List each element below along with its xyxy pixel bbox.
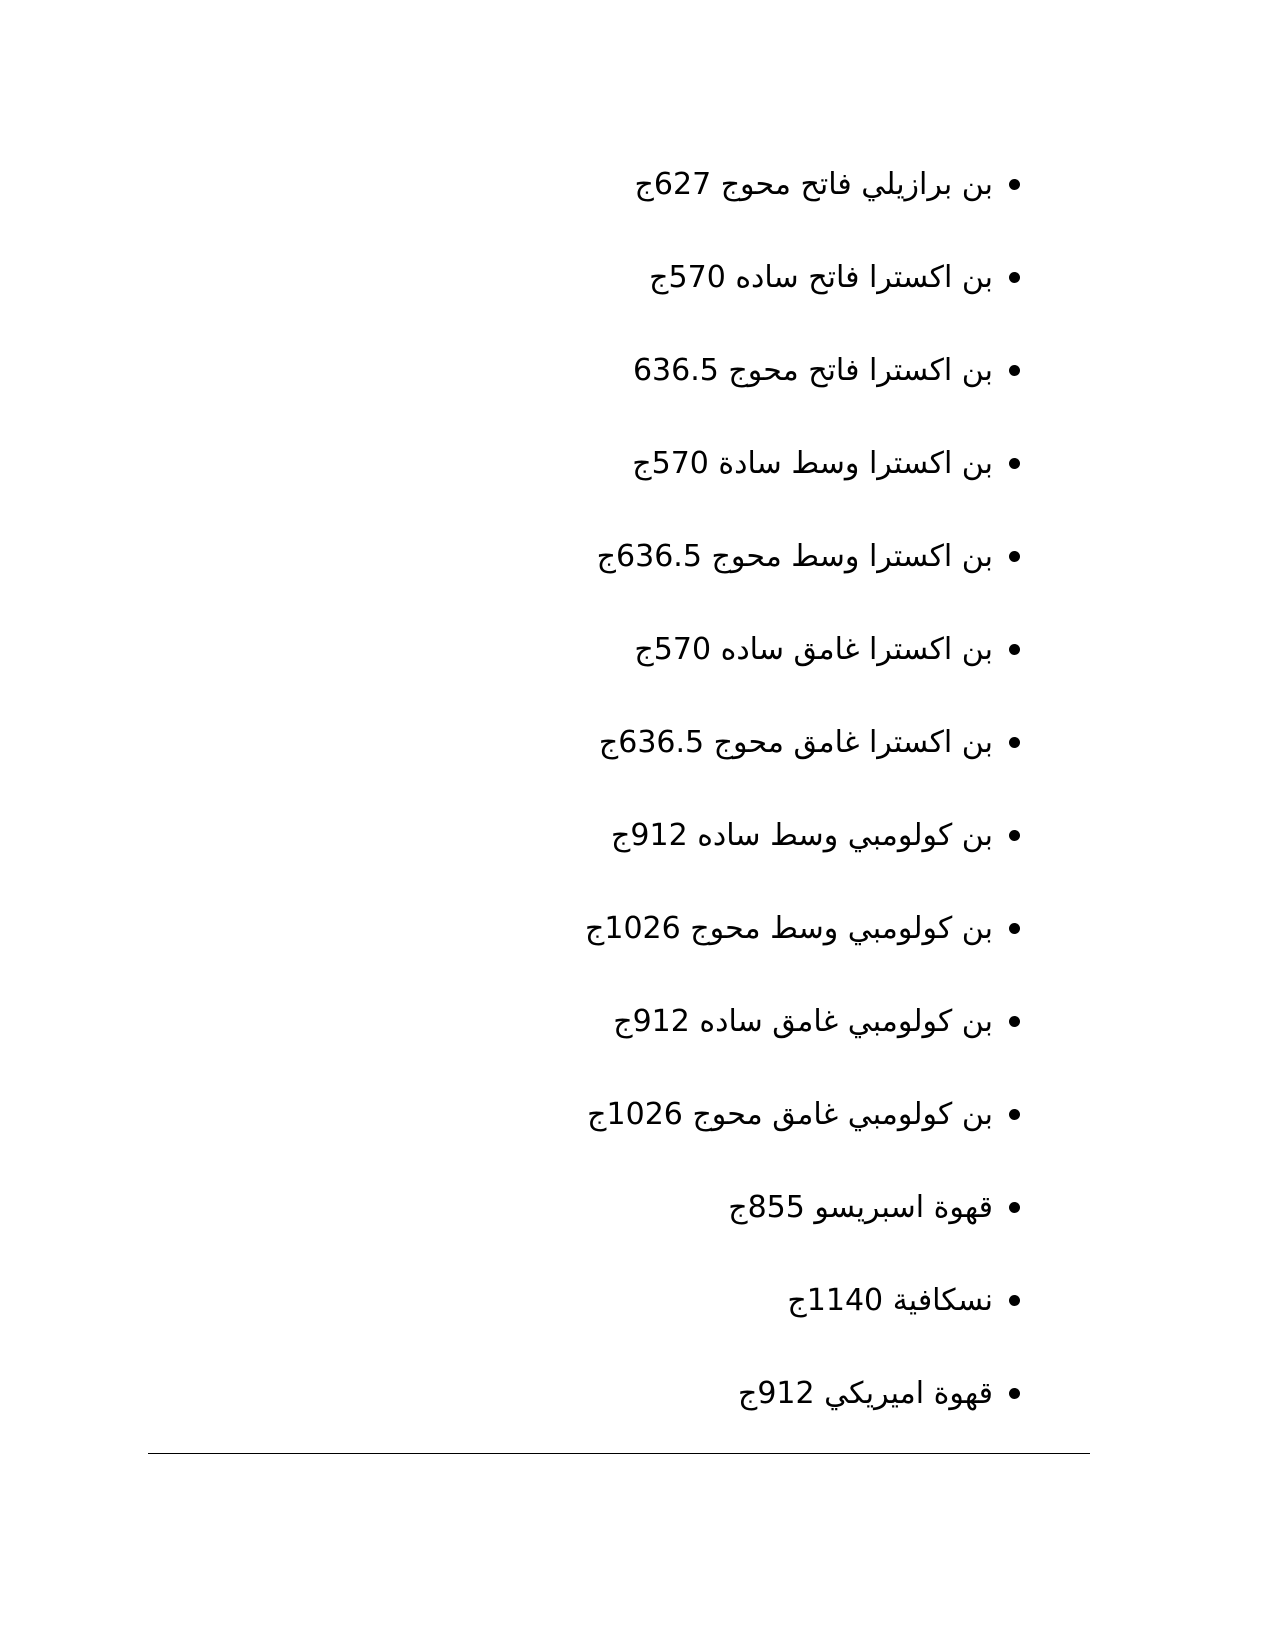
list-item — [585, 138, 1020, 231]
bullet-icon — [1009, 1295, 1020, 1306]
list-item — [585, 1068, 1020, 1161]
bullet-icon — [1009, 644, 1020, 655]
bullet-icon — [1009, 923, 1020, 934]
horizontal-rule — [148, 1453, 1090, 1454]
list-item-text: بن اكسترا فاتح محوج 636.5 — [632, 352, 993, 388]
list-item-text: بن كولومبي وسط ساده 912ج — [611, 817, 993, 853]
list-item — [585, 417, 1020, 510]
list-item — [585, 1347, 1020, 1440]
bullet-icon — [1009, 1388, 1020, 1399]
list-item-text: بن اكسترا فاتح ساده 570ج — [649, 259, 993, 295]
list-item — [585, 696, 1020, 789]
list-item-text: بن اكسترا وسط سادة 570ج — [632, 445, 993, 481]
list-item — [585, 1254, 1020, 1347]
list-item-text: بن برازيلي فاتح محوج 627ج — [634, 166, 993, 202]
bullet-icon — [1009, 551, 1020, 562]
list-item-text: بن كولومبي غامق ساده 912ج — [613, 1003, 993, 1039]
bullet-icon — [1009, 458, 1020, 469]
list-item — [585, 975, 1020, 1068]
list-item-text: بن اكسترا غامق محوج 636.5ج — [598, 724, 993, 760]
bullet-icon — [1009, 1109, 1020, 1120]
bullet-icon — [1009, 737, 1020, 748]
bullet-icon — [1009, 830, 1020, 841]
bullet-icon — [1009, 1202, 1020, 1213]
list-item — [585, 231, 1020, 324]
list-item-text: بن اكسترا غامق ساده 570ج — [634, 631, 993, 667]
list-item — [585, 1161, 1020, 1254]
list-item — [585, 510, 1020, 603]
list-item-text: قهوة اسبريسو 855ج — [728, 1189, 993, 1225]
list-item-text: بن كولومبي وسط محوج 1026ج — [584, 910, 993, 946]
list-item — [585, 882, 1020, 975]
list-item-text: نسكافية 1140ج — [787, 1282, 993, 1318]
list-item — [585, 789, 1020, 882]
list-item-text: بن كولومبي غامق محوج 1026ج — [587, 1096, 993, 1132]
bullet-icon — [1009, 272, 1020, 283]
price-list — [585, 138, 1020, 1440]
list-item — [585, 603, 1020, 696]
bullet-icon — [1009, 179, 1020, 190]
list-item — [585, 324, 1020, 417]
list-item-text: بن اكسترا وسط محوج 636.5ج — [596, 538, 993, 574]
bullet-icon — [1009, 1016, 1020, 1027]
list-item-text: قهوة اميريكي 912ج — [737, 1375, 993, 1411]
bullet-icon — [1009, 365, 1020, 376]
